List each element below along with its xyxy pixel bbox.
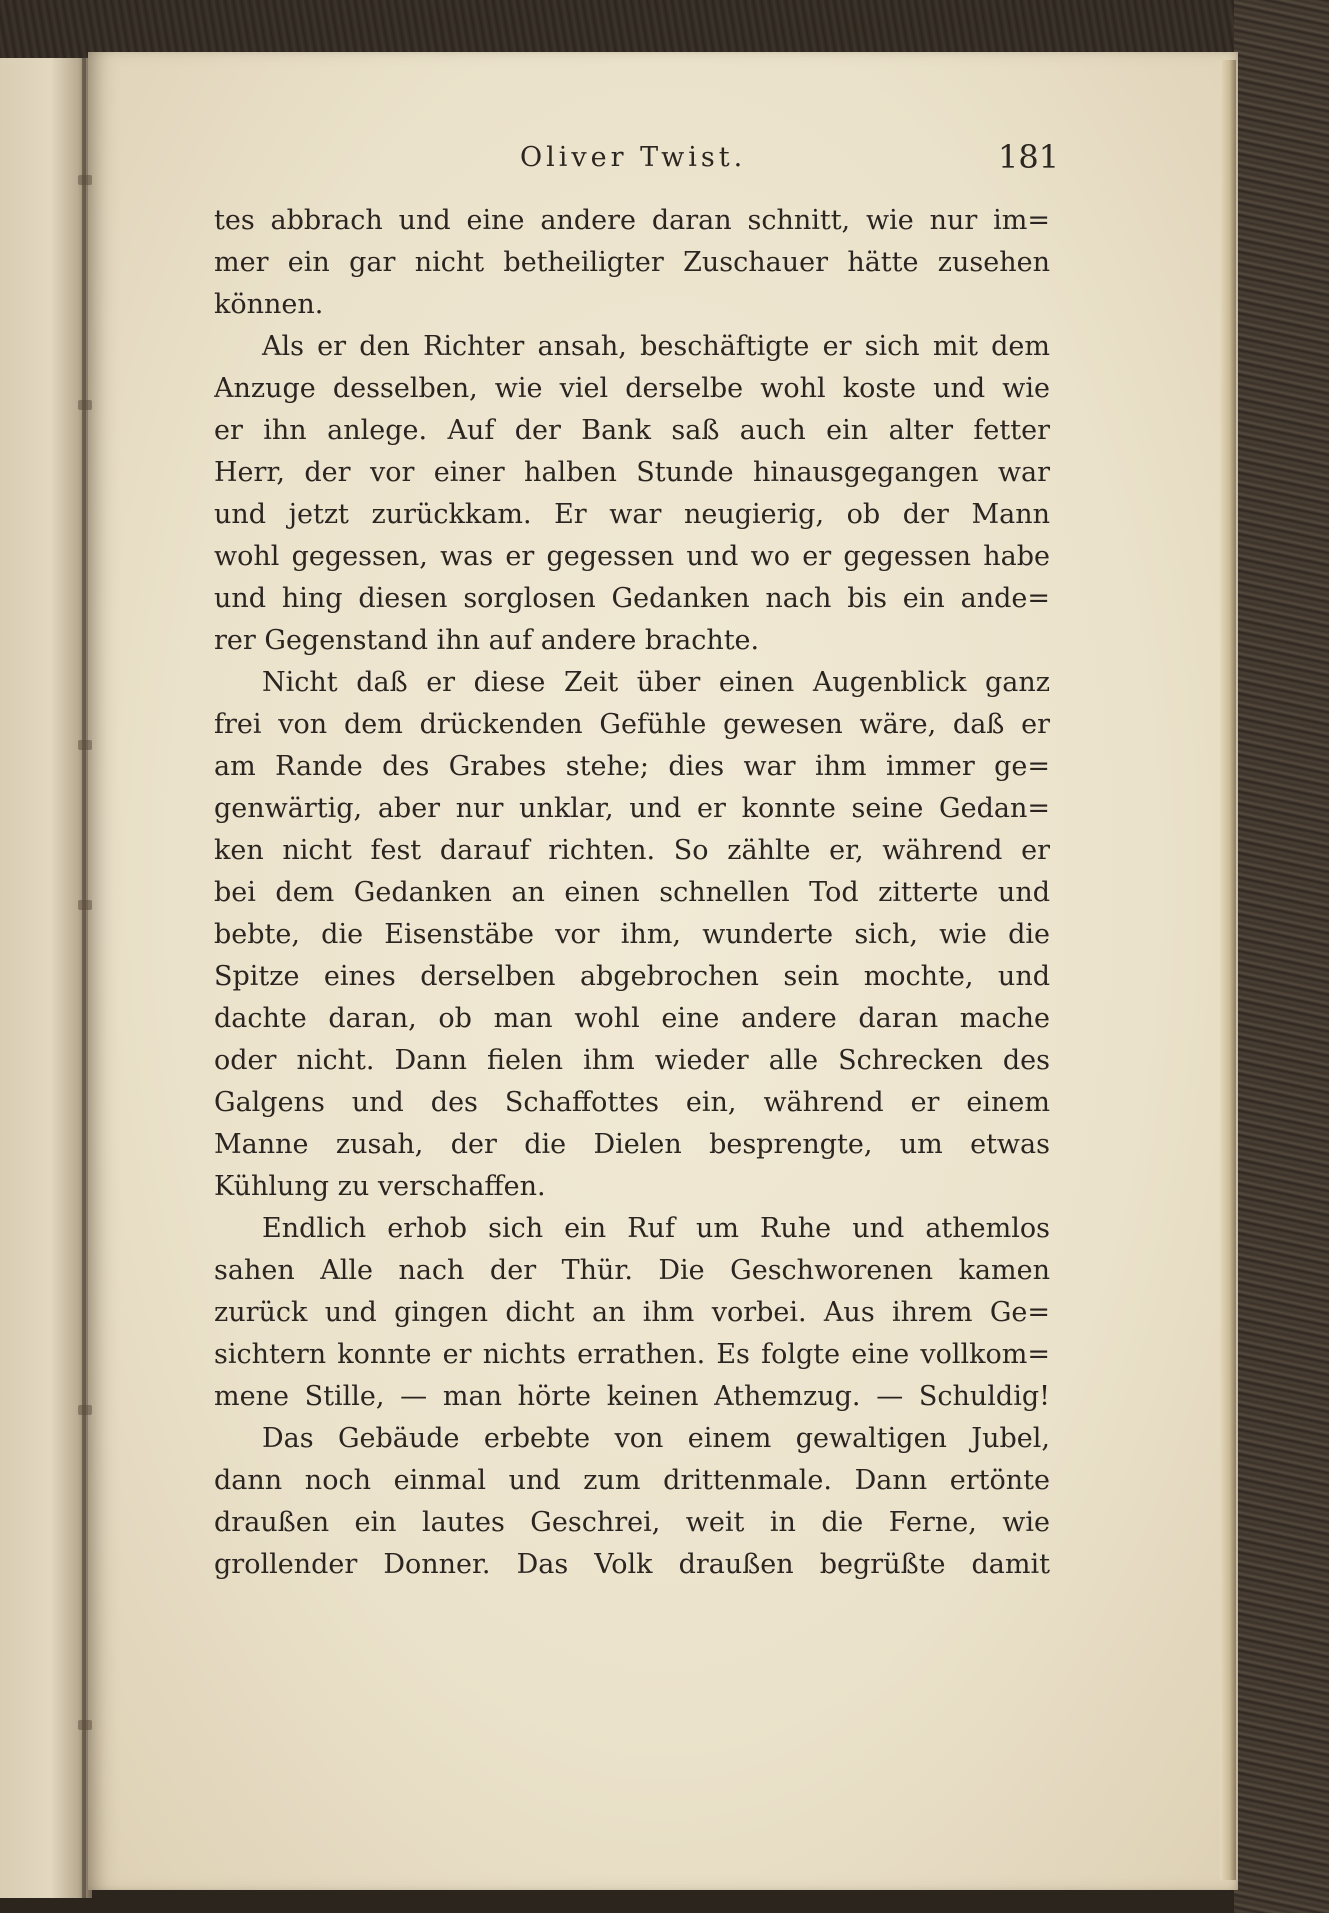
text-line: Nicht daß er diese Zeit über einen Augenblick ganz [262, 667, 1050, 698]
text-line: und jetzt zurückkam. Er war neugierig, ob der Mann [214, 499, 1050, 530]
text-line: sichtern konnte er nichts errathen. Es folgte eine vollkom= [214, 1339, 1050, 1370]
book-cover-top [0, 0, 1329, 58]
book-cover-right [1234, 0, 1329, 1913]
text-line: dachte daran, ob man wohl eine andere daran mache [214, 1003, 1050, 1034]
text-line: oder nicht. Dann fielen ihm wieder alle Schrecken des [214, 1045, 1050, 1076]
text-line: genwärtig, aber nur unklar, und er konnte seine Gedan= [214, 793, 1050, 824]
running-title: Oliver Twist. [520, 142, 747, 173]
text-line: sahen Alle nach der Thür. Die Geschworenen kamen [214, 1255, 1050, 1286]
text-line: bei dem Gedanken an einen schnellen Tod zitterte und [214, 877, 1050, 908]
text-line: tes abbrach und eine andere daran schnitt, wie nur im= [214, 205, 1050, 236]
text-line: Spitze eines derselben abgebrochen sein mochte, und [214, 961, 1050, 992]
text-line: ken nicht fest darauf richten. So zählte er, während er [214, 835, 1050, 866]
book-gutter [82, 58, 86, 1898]
text-line: Anzuge desselben, wie viel derselbe wohl koste und wie [214, 373, 1050, 404]
text-line: am Rande des Grabes stehe; dies war ihm immer ge= [214, 751, 1050, 782]
text-line: Herr, der vor einer halben Stunde hinausgegangen war [214, 457, 1050, 488]
page-header [0, 138, 1329, 182]
text-line: grollender Donner. Das Volk draußen begrüßte damit [214, 1549, 1050, 1580]
margin-mark [78, 900, 92, 910]
text-line: wohl gegessen, was er gegessen und wo er gegessen habe [214, 541, 1050, 572]
text-line: Galgens und des Schaffottes ein, während er einem [214, 1087, 1050, 1118]
body-text [214, 200, 1050, 1586]
text-line: Das Gebäude erbebte von einem gewaltigen Jubel, [262, 1423, 1050, 1454]
text-line: mer ein gar nicht betheiligter Zuschauer hätte zusehen [214, 247, 1050, 278]
text-line: draußen ein lautes Geschrei, weit in die Ferne, wie [214, 1507, 1050, 1538]
text-line: frei von dem drückenden Gefühle gewesen wäre, daß er [214, 709, 1050, 740]
margin-mark [78, 740, 92, 750]
text-line: können. [214, 289, 324, 320]
text-line: Endlich erhob sich ein Ruf um Ruhe und athemlos [262, 1213, 1050, 1244]
text-line: bebte, die Eisenstäbe vor ihm, wunderte sich, wie die [214, 919, 1050, 950]
text-line: Als er den Richter ansah, beschäftigte er sich mit dem [262, 331, 1050, 362]
margin-mark [78, 1720, 92, 1730]
margin-mark [78, 1405, 92, 1415]
margin-mark [78, 400, 92, 410]
text-line: Kühlung zu verschaffen. [214, 1171, 546, 1202]
left-page-edge [0, 58, 92, 1898]
text-line: und hing diesen sorglosen Gedanken nach bis ein ande= [214, 583, 1050, 614]
text-line: rer Gegenstand ihn auf andere brachte. [214, 625, 760, 656]
page-edge-right [1220, 60, 1236, 1880]
page-number: 181 [998, 138, 1060, 176]
text-line: Manne zusah, der die Dielen besprengte, um etwas [214, 1129, 1050, 1160]
text-line: er ihn anlege. Auf der Bank saß auch ein alter fetter [214, 415, 1050, 446]
text-line: zurück und gingen dicht an ihm vorbei. Aus ihrem Ge= [214, 1297, 1050, 1328]
text-line: mene Stille, — man hörte keinen Athemzug. — Schuldig! [214, 1381, 1050, 1412]
text-line: dann noch einmal und zum drittenmale. Dann ertönte [214, 1465, 1050, 1496]
